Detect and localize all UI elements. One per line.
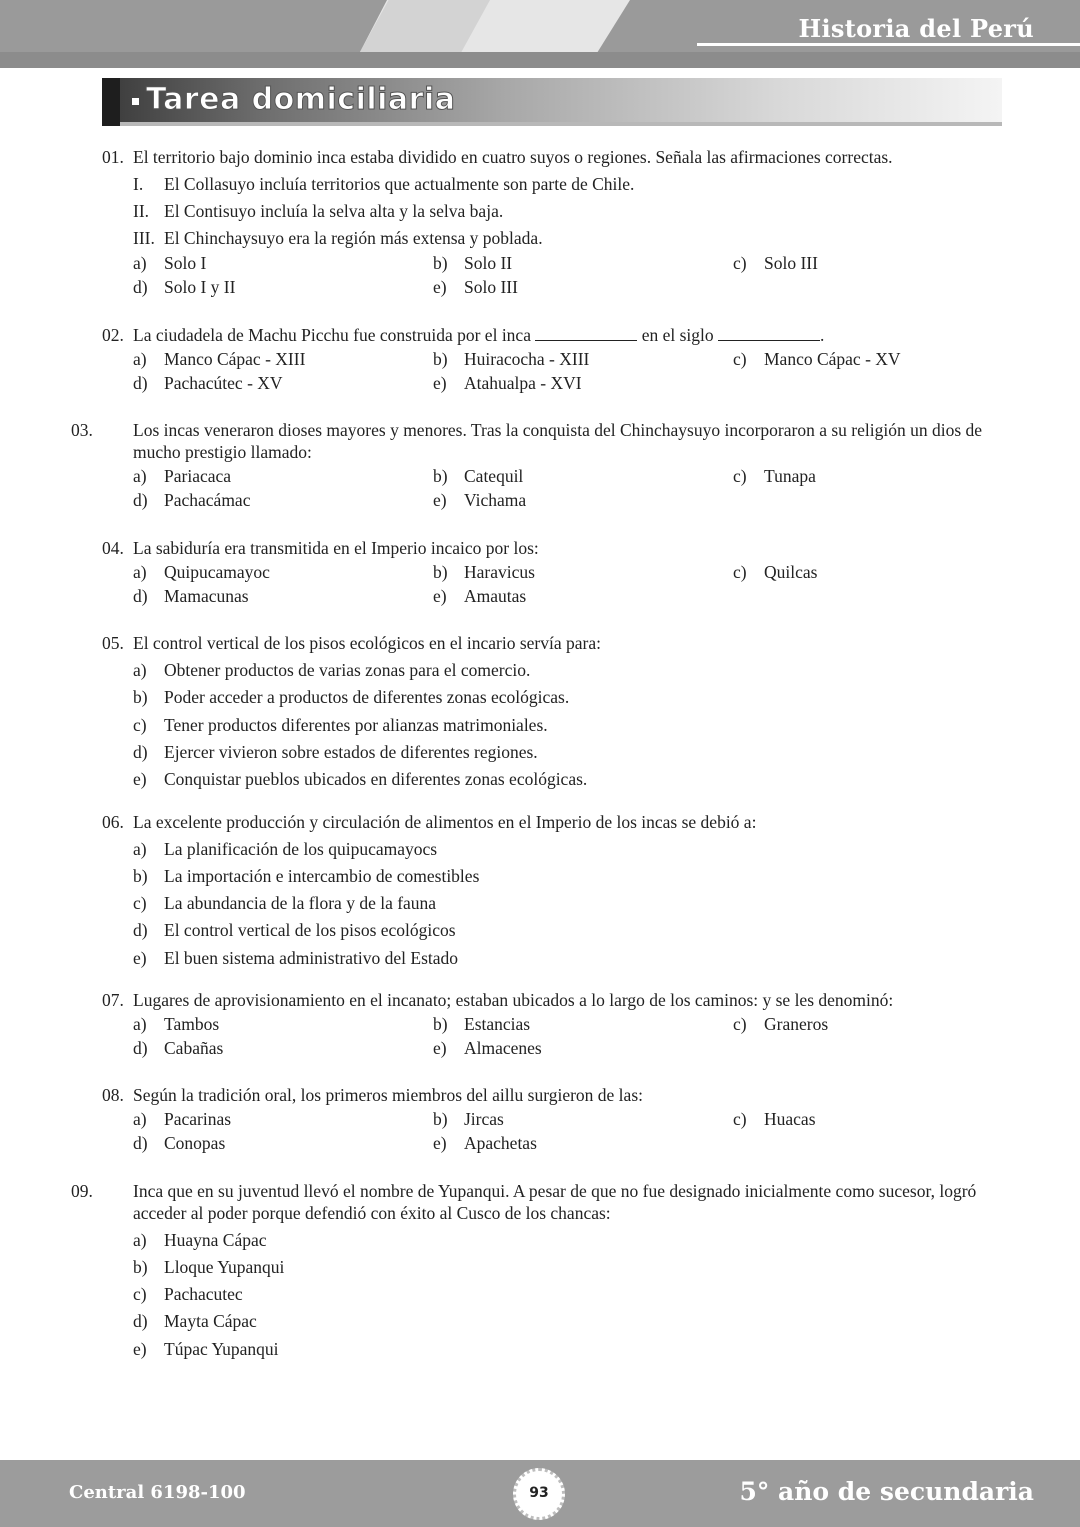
option-label: a) [133,1230,147,1250]
option-label: d) [133,490,148,510]
option-text: Obtener productos de varias zonas para el comercio. [164,660,531,680]
option-label: c) [133,893,147,913]
question-number: 07. [102,990,124,1010]
question-05 [102,632,1007,654]
answer-option[interactable] [433,276,518,298]
statement-text: El Contisuyo incluía la selva alta y la selva baja. [164,201,504,221]
option-label: b) [133,866,148,886]
option-label: d) [133,1311,148,1331]
answer-option[interactable] [133,1108,231,1130]
option-label: a) [133,839,147,859]
question-number: 05. [102,633,124,653]
answer-option[interactable] [433,252,512,274]
option-label: a) [133,660,147,680]
answer-blank[interactable] [718,327,820,341]
answer-option[interactable] [133,1229,267,1251]
statement-item [133,200,503,222]
option-label: e) [433,277,447,297]
statement-label: II. [133,201,150,221]
option-text: Tener productos diferentes por alianzas matrimoniales. [164,715,548,735]
option-text: Pachacámac [164,490,251,510]
answer-option[interactable] [133,1037,223,1059]
option-text: Catequil [464,466,524,486]
answer-option[interactable] [733,465,816,487]
option-text: Estancias [464,1014,531,1034]
option-text: La importación e intercambio de comestibles [164,866,480,886]
option-text: La planificación de los quipucamayocs [164,839,438,859]
option-text: Pachacútec - XV [164,373,283,393]
option-text: Pachacutec [164,1284,243,1304]
answer-option[interactable] [133,465,231,487]
option-text: Mayta Cápac [164,1311,257,1331]
option-label: b) [433,562,448,582]
option-label: b) [133,687,148,707]
answer-option[interactable] [733,1013,828,1035]
option-text: Ejercer vivieron sobre estados de diferentes regiones. [164,742,538,762]
banner-underline [120,122,1002,126]
answer-option[interactable] [433,1132,537,1154]
question-08 [102,1084,1007,1106]
answer-option[interactable] [133,892,436,914]
option-label: a) [133,253,147,273]
option-text: Amautas [464,586,527,606]
option-label: c) [133,1284,147,1304]
option-text: Tunapa [764,466,816,486]
question-text-cont: en el siglo [641,325,714,345]
option-text: Huayna Cápac [164,1230,267,1250]
option-text: Cabañas [164,1038,224,1058]
option-text: Solo III [464,277,518,297]
option-text: Quipucamayoc [164,562,270,582]
answer-option[interactable] [133,585,249,607]
option-label: c) [133,715,147,735]
option-text: Pacarinas [164,1109,232,1129]
option-text: El buen sistema administrativo del Estado [164,948,459,968]
option-label: d) [133,586,148,606]
option-text: Huacas [764,1109,816,1129]
option-text: La abundancia de la flora y de la fauna [164,893,437,913]
option-text: Tambos [164,1014,220,1034]
footer-grade: 5° año de secundaria [739,1477,1034,1506]
option-label: d) [133,1038,148,1058]
answer-option[interactable] [133,686,569,708]
option-text: Almacenes [464,1038,542,1058]
answer-option[interactable] [133,252,206,274]
question-text-end: . [820,325,825,345]
option-text: Manco Cápac - XIII [164,349,306,369]
statement-text: El Collasuyo incluía territorios que actualmente son parte de Chile. [164,174,635,194]
page-number: 93 [529,1485,549,1501]
answer-option[interactable] [133,714,548,736]
answer-option[interactable] [133,919,456,941]
answer-option[interactable] [433,1037,542,1059]
header-title: Historia del Perú [798,14,1034,43]
option-text: Quilcas [764,562,818,582]
question-text: Inca que en su juventud llevó el nombre de Yupanqui. A pesar de que no fue designado inicialmente como sucesor, logró acceder al poder porque defendió con éxito al Cusco de los chancas: [133,1181,977,1223]
answer-option[interactable] [433,1013,530,1035]
option-label: d) [133,920,148,940]
question-text: El control vertical de los pisos ecológicos en el incario servía para: [133,633,601,653]
statement-item [133,227,543,249]
question-number: 03. [71,420,93,440]
option-text: Poder acceder a productos de diferentes zonas ecológicas. [164,687,570,707]
question-text: La sabiduría era transmitida en el Imperio incaico por los: [133,538,539,558]
option-text: Solo I y II [164,277,236,297]
option-label: a) [133,1014,147,1034]
answer-option[interactable] [433,585,526,607]
option-label: d) [133,1133,148,1153]
option-label: e) [433,1133,447,1153]
answer-option[interactable] [133,741,538,763]
footer-phone: Central 6198-100 [69,1482,246,1503]
option-label: e) [133,769,147,789]
option-label: a) [133,349,147,369]
answer-option[interactable] [133,1013,219,1035]
answer-option[interactable] [733,348,901,370]
option-text: Túpac Yupanqui [164,1339,279,1359]
option-label: b) [433,1014,448,1034]
option-label: b) [433,253,448,273]
option-label: d) [133,742,148,762]
option-text: Mamacunas [164,586,249,606]
question-text: La excelente producción y circulación de alimentos en el Imperio de los incas se debió a: [133,812,757,832]
answer-option[interactable] [133,1338,279,1360]
banner-edge [102,78,120,126]
question-07 [102,989,1007,1011]
option-text: Lloque Yupanqui [164,1257,285,1277]
option-text: Solo II [464,253,513,273]
answer-option[interactable] [133,659,530,681]
option-text: Jircas [464,1109,504,1129]
option-label: e) [433,586,447,606]
option-label: b) [433,1109,448,1129]
option-label: c) [733,562,747,582]
answer-option[interactable] [133,372,283,394]
option-text: Manco Cápac - XV [764,349,901,369]
question-text: La ciudadela de Machu Picchu fue construida por el inca [133,325,531,345]
option-label: c) [733,466,747,486]
section-title: Tarea domiciliaria [146,82,456,117]
page-header [0,0,1080,68]
answer-option[interactable] [133,1256,284,1278]
question-number: 02. [102,325,124,345]
question-09 [71,1180,1007,1224]
answer-option[interactable] [133,348,305,370]
option-text: Atahualpa - XVI [464,373,582,393]
statement-label: III. [133,228,155,248]
answer-option[interactable] [133,489,250,511]
option-text: Apachetas [464,1133,537,1153]
answer-option[interactable] [133,768,587,790]
option-label: b) [433,349,448,369]
answer-option[interactable] [433,561,535,583]
question-text: Lugares de aprovisionamiento en el incanato; estaban ubicados a lo largo de los caminos: y se les denominó: [133,990,894,1010]
answer-option[interactable] [433,465,523,487]
answer-option[interactable] [733,252,818,274]
option-text: Solo I [164,253,207,273]
question-06 [102,811,1007,833]
option-label: a) [133,562,147,582]
answer-option[interactable] [133,1283,243,1305]
option-label: d) [133,373,148,393]
statement-label: I. [133,174,144,194]
question-number: 01. [102,147,124,167]
question-04 [102,537,1007,559]
option-label: c) [733,349,747,369]
option-text: Conquistar pueblos ubicados en diferentes zonas ecológicas. [164,769,588,789]
option-label: e) [133,1339,147,1359]
option-label: c) [733,253,747,273]
answer-option[interactable] [433,372,582,394]
option-text: Huiracocha - XIII [464,349,590,369]
answer-option[interactable] [433,348,589,370]
option-text: Conopas [164,1133,226,1153]
option-label: a) [133,1109,147,1129]
page-number-badge [513,1468,565,1520]
option-label: e) [433,373,447,393]
option-label: e) [433,490,447,510]
answer-blank[interactable] [535,327,637,341]
page-footer [0,1460,1080,1527]
answer-option[interactable] [133,1310,257,1332]
answer-option[interactable] [133,947,458,969]
option-label: b) [433,466,448,486]
option-label: e) [433,1038,447,1058]
question-03 [71,419,1007,463]
question-01 [102,146,1007,168]
answer-option[interactable] [433,489,526,511]
bullet-icon [132,98,139,105]
answer-option[interactable] [133,561,270,583]
section-banner [102,78,1002,126]
answer-option[interactable] [133,865,479,887]
statement-item [133,173,634,195]
answer-option[interactable] [133,276,235,298]
question-number: 06. [102,812,124,832]
option-text: Solo III [764,253,818,273]
option-text: El control vertical de los pisos ecológicos [164,920,456,940]
option-label: d) [133,277,148,297]
option-text: Graneros [764,1014,829,1034]
answer-option[interactable] [133,1132,225,1154]
question-02 [102,324,1007,346]
header-underline [697,43,1080,46]
question-text: El territorio bajo dominio inca estaba dividido en cuatro suyos o regiones. Señala las afirmaciones correctas. [133,147,893,167]
question-number: 04. [102,538,124,558]
option-label: c) [733,1014,747,1034]
option-label: e) [133,948,147,968]
answer-option[interactable] [433,1108,504,1130]
option-label: a) [133,466,147,486]
question-text: Los incas veneraron dioses mayores y menores. Tras la conquista del Chinchaysuyo incorporaron a su religión un dios de mucho prestigio llamado: [133,420,983,462]
header-bottom-strip [0,52,1080,68]
question-text: Según la tradición oral, los primeros miembros del aillu surgieron de las: [133,1085,643,1105]
question-number: 08. [102,1085,124,1105]
option-text: Haravicus [464,562,535,582]
answer-option[interactable] [133,838,437,860]
answer-option[interactable] [733,1108,816,1130]
question-number: 09. [71,1181,93,1201]
statement-text: El Chinchaysuyo era la región más extensa y poblada. [164,228,543,248]
answer-option[interactable] [733,561,817,583]
option-label: b) [133,1257,148,1277]
option-text: Vichama [464,490,527,510]
option-label: c) [733,1109,747,1129]
option-text: Pariacaca [164,466,232,486]
